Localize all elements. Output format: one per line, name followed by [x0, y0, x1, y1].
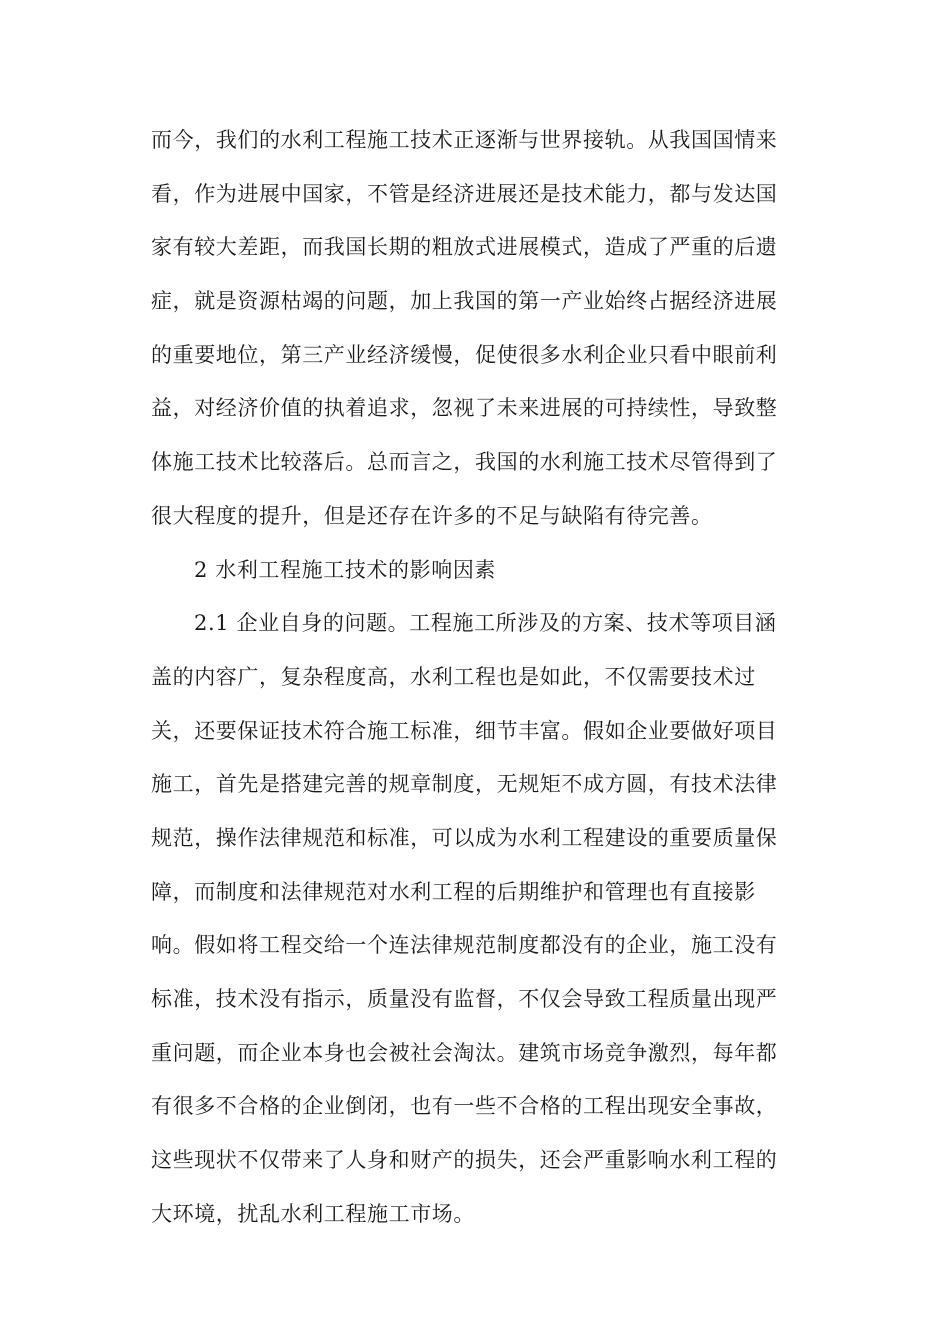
paragraph-line: 施工，首先是搭建完善的规章制度，无规矩不成方圆，有技术法律: [151, 772, 778, 797]
paragraph-line: 盖的内容广，复杂程度高，水利工程也是如此，不仅需要技术过: [151, 664, 756, 689]
paragraph-line: 关，还要保证技术符合施工标准，细节丰富。假如企业要做好项目: [151, 718, 778, 743]
paragraph-line: 看，作为进展中国家，不管是经济进展还是技术能力，都与发达国: [151, 181, 778, 206]
paragraph-line: 响。假如将工程交给一个连法律规范制度都没有的企业，施工没有: [151, 933, 778, 958]
paragraph-line: 障，而制度和法律规范对水利工程的后期维护和管理也有直接影: [151, 879, 756, 904]
paragraph-line: 有很多不合格的企业倒闭，也有一些不合格的工程出现安全事故，: [151, 1094, 778, 1119]
paragraph-line: 体施工技术比较落后。总而言之，我国的水利施工技术尽管得到了: [151, 450, 778, 475]
paragraph-2: [151, 597, 811, 1241]
paragraph-line: 家有较大差距，而我国长期的粗放式进展模式，造成了严重的后遗: [151, 235, 778, 260]
paragraph-line: 2.1 企业自身的问题。工程施工所涉及的方案、技术等项目涵: [194, 611, 777, 636]
paragraph-line: 标准，技术没有指示，质量没有监督，不仅会导致工程质量出现严: [151, 987, 778, 1011]
section-heading: 2 水利工程施工技术的影响因素: [194, 557, 497, 582]
paragraph-line: 而今，我们的水利工程施工技术正逐渐与世界接轨。从我国国情来: [151, 128, 778, 152]
paragraph-line: 症，就是资源枯竭的问题，加上我国的第一产业始终占据经济进展: [151, 289, 778, 314]
paragraph-line: 很大程度的提升，但是还存在许多的不足与缺陷有待完善。: [151, 503, 713, 528]
paragraph-line: 重问题，而企业本身也会被社会淘汰。建筑市场竞争激烈，每年都: [151, 1040, 778, 1065]
paragraph-line: 益，对经济价值的执着追求，忽视了未来进展的可持续性，导致整: [151, 396, 778, 421]
paragraph-1: [151, 114, 811, 544]
paragraph-line: 的重要地位，第三产业经济缓慢，促使很多水利企业只看中眼前利: [151, 342, 778, 367]
document-body: [151, 114, 811, 1241]
paragraph-line: 这些现状不仅带来了人身和财产的损失，还会严重影响水利工程的: [151, 1148, 778, 1173]
paragraph-line: 规范，操作法律规范和标准，可以成为水利工程建设的重要质量保: [151, 825, 778, 850]
paragraph-line: 大环境，扰乱水利工程施工市场。: [151, 1201, 475, 1226]
